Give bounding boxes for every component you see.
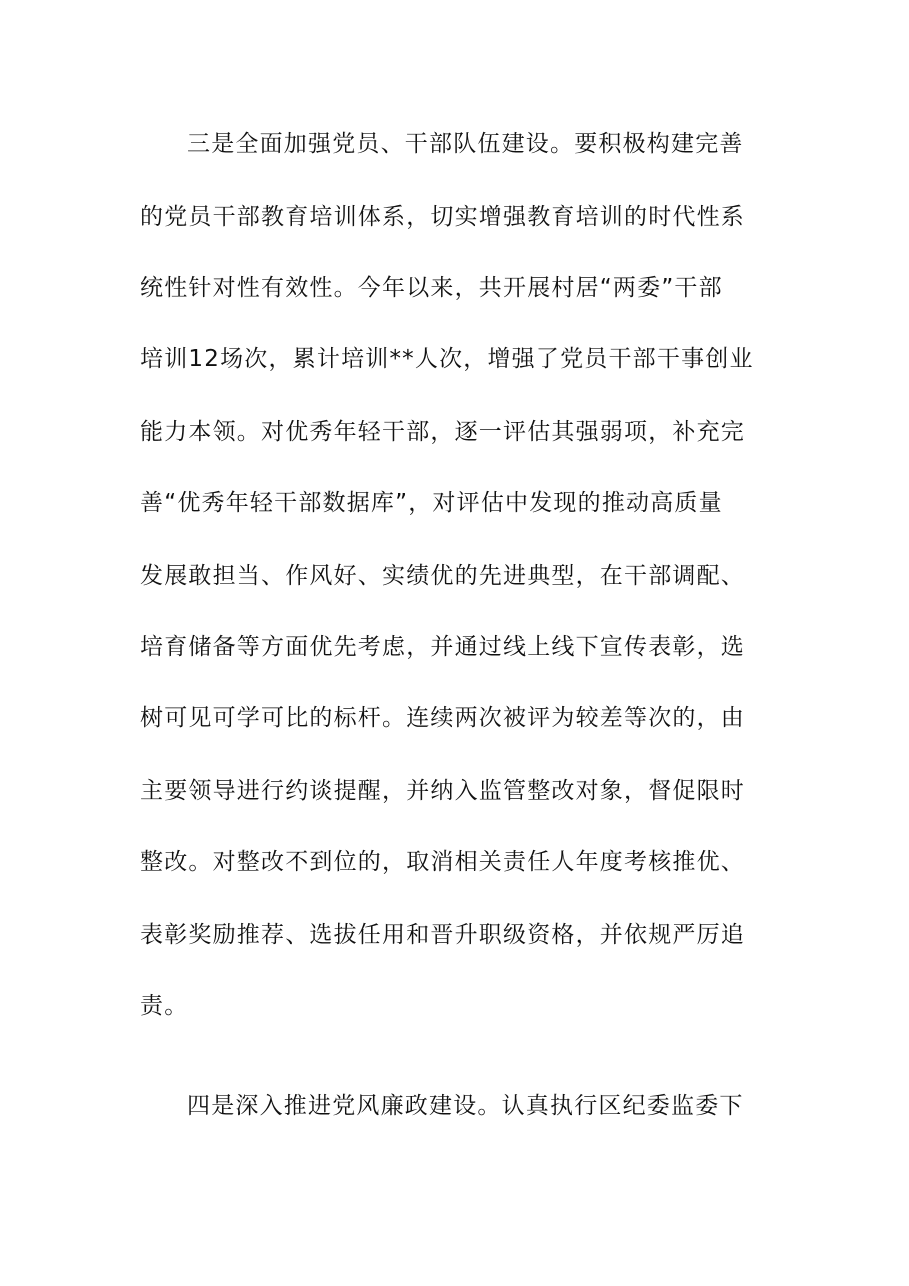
- paragraph-1-line-9: 树可见可学可比的标杆。连续两次被评为较差等次的，由: [140, 705, 745, 731]
- paragraph-1-line-13: 责。: [140, 993, 189, 1019]
- paragraph-1-line-1: 三是全面加强党员、干部队伍建设。要积极构建完善: [187, 131, 744, 157]
- paragraph-1-line-10: 主要领导进行约谈提醒，并纳入监管整改对象，督促限时: [140, 778, 745, 804]
- paragraph-2-line-1: 四是深入推进党风廉政建设。认真执行区纪委监委下: [187, 1093, 744, 1119]
- paragraph-1-line-6: 善“优秀年轻干部数据库”，对评估中发现的推动高质量: [140, 490, 723, 516]
- paragraph-1-line-3: 统性针对性有效性。今年以来，共开展村居“两委”干部: [140, 275, 723, 301]
- paragraph-1-line-12: 表彰奖励推荐、选拔任用和晋升职级资格，并依规严厉追: [140, 922, 745, 948]
- paragraph-1-line-4: 培训12场次，累计培训**人次，增强了党员干部干事创业: [140, 346, 754, 372]
- paragraph-1-line-5: 能力本领。对优秀年轻干部，逐一评估其强弱项，补充完: [140, 419, 745, 445]
- paragraph-1-line-11: 整改。对整改不到位的，取消相关责任人年度考核推优、: [140, 849, 745, 875]
- paragraph-1-line-7: 发展敢担当、作风好、实绩优的先进典型，在干部调配、: [140, 563, 745, 589]
- paragraph-1-line-2: 的党员干部教育培训体系，切实增强教育培训的时代性系: [140, 204, 745, 230]
- paragraph-1-line-8: 培育储备等方面优先考虑，并通过线上线下宣传表彰，选: [140, 634, 745, 660]
